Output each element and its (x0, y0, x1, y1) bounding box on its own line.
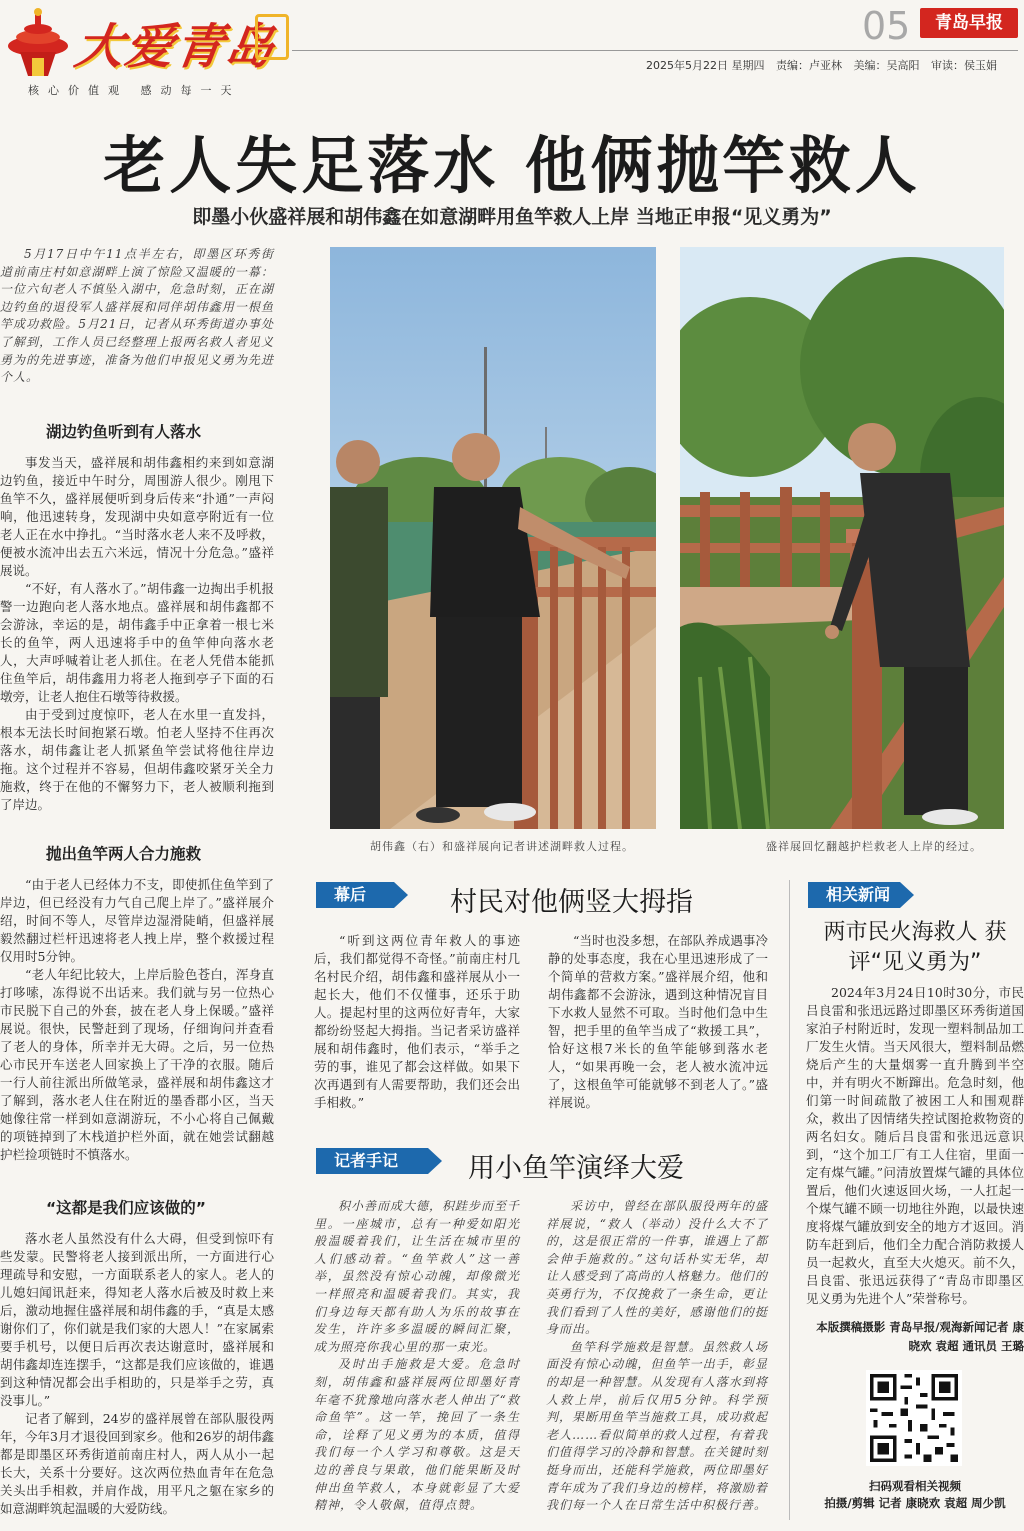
behind-title: 村民对他俩竖大拇指 (450, 887, 693, 918)
body-paragraph: “不好，有人落水了。”胡伟鑫一边掏出手机报警一边跑向老人落水地点。盛祥展和胡伟鑫都不会游泳，幸运的是，胡伟鑫手中正拿着一根七米长的鱼竿，两人迅速将手中的鱼竿伸向落水老人，大声呼喊着让老人抓住。在老人凭借本能抓住鱼竿后，胡伟鑫用力将老人拖到亭子下面的石墩旁，让老人抱住石墩等待救援。 (0, 581, 274, 704)
body-paragraph: 采访中，曾经在部队服役两年的盛祥展说，“救人（举动）没什么大不了的，这是很正常的一件事，谁遇上了都会伸手施救的。”这句话朴实无华，却让人感受到了高尚的人格魅力。他们的英勇行为，不仅挽救了一条生命，更让我们看到了人性的美好，感谢他们的挺身而出。 (546, 1199, 768, 1337)
qr-caption-block (808, 1478, 1022, 1512)
paper-name-badge: 青岛早报 (920, 8, 1018, 38)
lead-paragraph: 5月17日中午11点半左右，即墨区环秀街道前南庄村如意湖畔上演了惊险又温暖的一幕：一位六旬老人不慎坠入湖中，危急时刻，正在湖边钓鱼的退役军人盛祥展和同伴胡伟鑫用一根鱼竿成功救险。5月21日，记者从环秀街道办事处了解到，工作人员已经整理上报两名救人者见义勇为的先进事迹，准备为他们申报见义勇为先进个人。 (0, 247, 274, 385)
flag-ornament-icon (255, 14, 289, 60)
qingdao-landmark-logo-icon (6, 6, 70, 78)
related-news-title: 两市民火海救人 获评“见义勇为” (823, 920, 1007, 975)
photo-caption-right: 盛祥展回忆翻越护栏救老人上岸的经过。 (766, 840, 982, 853)
issue-info (646, 57, 1005, 73)
body-paragraph: “老人年纪比较大，上岸后脸色苍白，浑身直打哆嗦，冻得说不出话来。我们就与另一位热心市民脱下自己的外套，披在老人身上保暖。”盛祥展说。很快，民警赶到了现场，仔细询问并查看了老人的身体，所幸并无大碍。之后，另一位热心市民开车送老人回家换上了干净的衣服。随后一行人前往派出所做笔录，盛祥展和胡伟鑫这才了解到，落水老人住在附近的墨香郡小区，当天她像往常一样到如意湖游玩，不小心将自己佩戴的项链掉到了木栈道护栏外面，就在她尝试翻越护栏捡项链时不慎落水。 (0, 967, 274, 1162)
photo-man-pointing-over-railing (680, 247, 1004, 829)
editor-credit: 责编：卢亚林 (776, 59, 842, 72)
photo-two-men-at-railing (330, 247, 656, 829)
issue-date: 2025年5月22日 星期四 (646, 59, 765, 72)
page-number: 05 (862, 4, 911, 48)
byline: 本版撰稿摄影 青岛早报/观海新闻记者 康晓欢 袁超 通讯员 王璐 (816, 1320, 1024, 1353)
section-heading: “这都是我们应该做的” (46, 1199, 206, 1217)
body-paragraph: 落水老人虽然没有什么大碍，但受到惊吓有些发蒙。民警将老人接到派出所，一方面进行心理疏导和安慰，一方面联系老人的家人。老人的儿媳妇闻讯赶来，得知老人落水后被及时救上来后，激动地握住盛祥展和胡伟鑫的手，“真是太感谢你们了，你们就是我们家的大恩人！”在家属索要手机号，以便日后再次表达谢意时，盛祥展和胡伟鑫却连连摆手，“这都是我们应该做的，谁遇到这种情况都会出手相助的，只是举手之劳，真没事儿。” (0, 1231, 274, 1408)
body-paragraph: “由于老人已经体力不支，即使抓住鱼竿到了岸边，但已经没有力气自己爬上岸了。”盛祥展介绍，时间不等人，尽管岸边湿滑陡峭，但盛祥展毅然翻过栏杆迅速将老人拽上岸，整个救援过程仅用时5分钟。 (0, 877, 274, 964)
behind-tag: 幕后 (316, 882, 394, 908)
body-paragraph: “当时也没多想，在部队养成遇事冷静的处事态度，我在心里迅速形成了一个简单的营救方案。”盛祥展介绍，他和胡伟鑫都不会游泳，遇到这种情况盲目下水救人显然不可取。当时他们急中生智，把手里的鱼竿当成了“救援工具”，恰好这根7米长的鱼竿能够到落水老人，“如果再晚一会，老人被水流冲远了，这根鱼竿可能就够不到老人了。”盛祥展说。 (548, 933, 768, 1110)
body-paragraph: “听到这两位青年救人的事迹后，我们都觉得不奇怪。”前南庄村几名村民介绍，胡伟鑫和盛祥展从小一起长大，他们不仅懂事，还乐于助人。提起村里的这两位好青年，大家都纷纷竖起大拇指。当记者采访盛祥展和胡伟鑫时，他们表示，“举手之劳的事，谁见了都会这样做。如果下次再遇到有人需要帮助，我们还会出手相救。” (314, 933, 520, 1110)
body-paragraph: 积小善而成大德，积跬步而至千里。一座城市，总有一种爱如阳光般温暖着我们，让生活在城市里的人们感动着。“鱼竿救人”这一善举，虽然没有惊心动魄，却像微光一样照亮和温暖着我们。其实，我们身边每天都有助人为乐的故事在发生，许许多多温暖的瞬间汇聚，成为照亮你我心里的那一束光。 (314, 1199, 521, 1354)
qr-caption: 扫码观看相关视频 (869, 1479, 961, 1493)
reporter-notes-title: 用小鱼竿演绎大爱 (468, 1153, 684, 1184)
section-heading: 湖边钓鱼听到有人落水 (46, 423, 202, 441)
subheadline: 即墨小伙盛祥展和胡伟鑫在如意湖畔用鱼竿救人上岸 当地正申报“见义勇为” (192, 206, 832, 228)
section-heading: 抛出鱼竿两人合力施救 (46, 845, 202, 863)
behind-column (314, 932, 520, 1112)
masthead (0, 0, 1024, 104)
lead-paragraph-block (0, 246, 274, 387)
proofreader-credit: 审读：侯玉娟 (931, 59, 997, 72)
body-paragraph: 鱼竿科学施救是智慧。虽然救人场面没有惊心动魄，但鱼竿一出手，彰显的却是一种智慧。从发现有人落水到将人救上岸，前后仅用5分钟。科学预判，果断用鱼竿当施救工具，成功救起老人……看似简单的救人过程，有着我们值得学习的冷静和智慧。在关键时刻挺身而出，还能科学施救，两位即墨好青年成为了我们身边的榜样，将激励着我们每一个人在日常生活中积极行善。 (546, 1339, 768, 1513)
main-headline: 老人失足落水 他俩抛竿救人 (103, 129, 921, 202)
related-news-body (806, 984, 1024, 1308)
header-rule (292, 50, 1018, 51)
body-paragraph: 由于受到过度惊吓，老人在水里一直发抖，根本无法长时间抱紧石墩。怕老人坚持不住再次落水，胡伟鑫让老人抓紧鱼竿尝试将他往岸边拖。这个过程并不容易，但胡伟鑫咬紧牙关全力施救，终于在他的不懈努力下，老人被顺利拖到了岸边。 (0, 707, 274, 812)
reporter-notes-tag: 记者手记 (316, 1148, 428, 1174)
column-divider (789, 880, 790, 1520)
designer-credit: 美编：吴高阳 (853, 59, 920, 72)
related-news-tag: 相关新闻 (808, 882, 900, 908)
body-paragraph: 2024年3月24日10时30分，市民吕良雷和张迅远路过即墨区环秀街道国家泊子村附近时，发现一塑料制品加工厂发生火情。当天风很大，塑料制品燃烧后产生的大量烟雾一直升腾到半空中，并有明火不断蹿出。危急时刻，他们第一时间疏散了被困工人和围观群众，救出了因情绪失控试图抢救物资的两名妇女。随后吕良雷和张迅远意识到，“这个加工厂有工人住宿，里面一定有煤气罐。”问清放置煤气罐的具体位置后，他们火速返回火场，一人扛起一个煤气罐不顾一切地往外跑，以最快速度将煤气罐放到安全的地方才返回。消防车赶到后，他们全力配合消防救援人员一起救火，直至大火熄灭。前不久，吕良雷、张迅远获得了“青岛市即墨区见义勇为先进个人”荣誉称号。 (806, 985, 1024, 1306)
column-slogan: 核心价值观 感动每一天 (28, 84, 241, 97)
article-section (0, 1196, 274, 1518)
qr-code-icon[interactable] (866, 1370, 962, 1466)
article-section (0, 842, 274, 1164)
notes-column (546, 1198, 768, 1515)
body-paragraph: 及时出手施救是大爱。危急时刻，胡伟鑫和盛祥展两位即墨好青年毫不犹豫地向落水老人伸出了“救命鱼竿”。这一竿，挽回了一条生命，诠释了见义勇为的本质，值得我们每一个人学习和尊敬。这是天边的善良与果敢，他们能果断及时伸出鱼竿救人，本身就彰显了大爱精神，令人敬佩，值得点赞。 (314, 1357, 520, 1513)
photo-caption-left: 胡伟鑫（右）和盛祥展向记者讲述湖畔救人过程。 (370, 840, 634, 853)
column-title: 大爱青岛 (71, 19, 280, 75)
article-section (0, 420, 274, 814)
body-paragraph: 记者了解到，24岁的盛祥展曾在部队服役两年，今年3月才退役回到家乡。他和26岁的胡伟鑫都是即墨区环秀街道前南庄村人，两人从小一起长大，关系十分要好。这次两位热血青年在危急关头出手相救，并肩作战，用平凡之躯在家乡的如意湖畔筑起温暖的大爱防线。 (0, 1411, 274, 1516)
behind-column (548, 932, 768, 1112)
body-paragraph: 事发当天，盛祥展和胡伟鑫相约来到如意湖边钓鱼，接近中午时分，周围游人很少。刚甩下鱼竿不久，盛祥展便听到身后传来“扑通”一声闷响，他迅速转身，发现湖中央如意亭附近有一位老人正在水中挣扎。“当时落水老人来不及呼救，便被水流冲出去五六米远，情况十分危急。”盛祥展说。 (0, 455, 274, 578)
notes-column (314, 1198, 520, 1515)
video-credit: 拍摄/剪辑 记者 康晓欢 袁超 周少凯 (824, 1496, 1006, 1510)
